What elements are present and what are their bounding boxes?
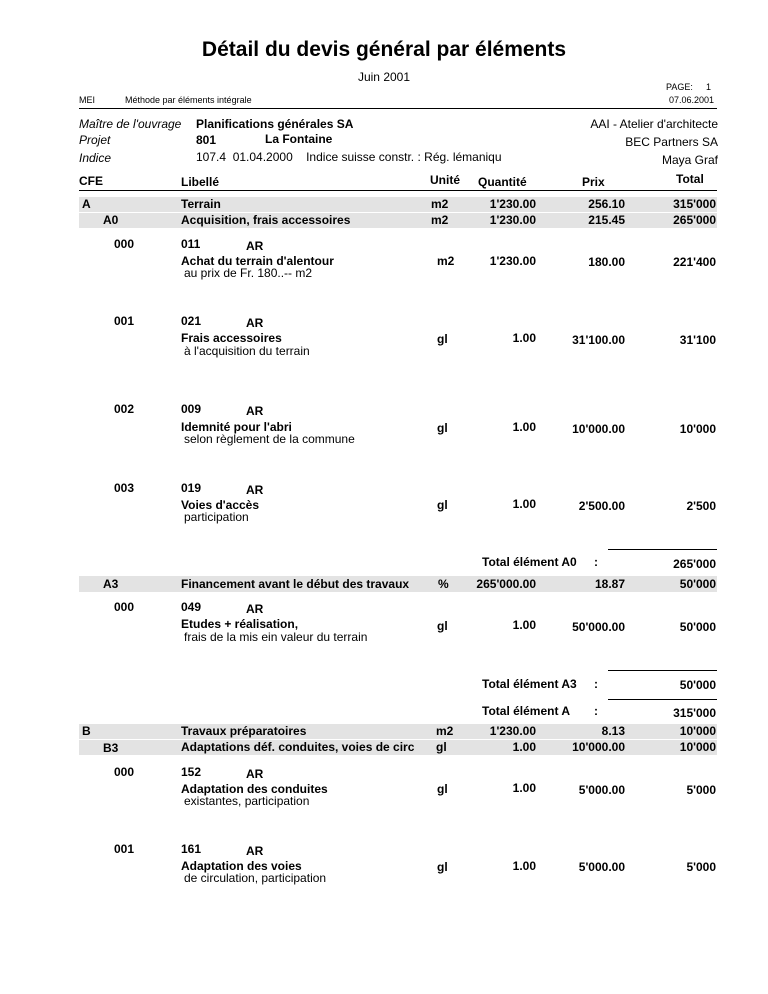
item-qty: 1.00 (512, 781, 536, 795)
total-a0-colon: : (594, 555, 598, 569)
item-desc: participation (184, 510, 249, 524)
item-title: Voies d'accès (181, 498, 260, 512)
group-a3-unit: % (438, 577, 449, 591)
item-title: Etudes + réalisation, (181, 617, 299, 631)
item-title: Adaptation des voies (181, 859, 302, 873)
item-qty: 1'230.00 (489, 254, 536, 268)
architect-name: AAI - Atelier d'architecte (590, 117, 718, 131)
mei-label: MEI (79, 95, 96, 105)
item-unit: gl (437, 619, 448, 633)
group-a0-code: A0 (103, 213, 119, 227)
method-label: Méthode par éléments intégrale (125, 95, 252, 105)
item-desc: existantes, participation (184, 794, 310, 808)
maitre-value: Planifications générales SA (196, 117, 354, 131)
item-unit: gl (437, 782, 448, 796)
group-a0-price: 215.45 (588, 213, 625, 227)
total-a3-colon: : (594, 677, 598, 691)
item-title: Achat du terrain d'alentour (181, 254, 334, 268)
item-qty: 1.00 (512, 618, 536, 632)
item-code: 152 (181, 765, 202, 779)
total-a0-rule (608, 549, 717, 550)
group-a-total: 315'000 (673, 197, 716, 211)
engineer-name: BEC Partners SA (625, 135, 718, 149)
indice-label: Indice (79, 151, 112, 165)
group-b-unit: m2 (436, 724, 454, 738)
item-total: 10'000 (679, 422, 716, 436)
group-a-price: 256.10 (588, 197, 625, 211)
group-a-qty: 1'230.00 (489, 197, 536, 211)
item-desc: à l'acquisition du terrain (184, 344, 310, 358)
item-code: 019 (181, 481, 202, 495)
item-code: 049 (181, 600, 202, 614)
group-a0-total: 265'000 (673, 213, 716, 227)
item-price: 5'000.00 (578, 860, 625, 874)
group-b-qty: 1'230.00 (489, 724, 536, 738)
report-date: Juin 2001 (357, 70, 411, 84)
item-unit: gl (437, 421, 448, 435)
total-a-label: Total élément A (482, 704, 571, 718)
total-a-value: 315'000 (673, 706, 716, 720)
group-a3-label: Financement avant le début des travaux (181, 577, 410, 591)
item-total: 5'000 (686, 860, 716, 874)
group-a3-qty: 265'000.00 (476, 577, 536, 591)
item-qty: 1.00 (512, 420, 536, 434)
group-b3-total: 10'000 (679, 740, 716, 754)
item-qty: 1.00 (512, 859, 536, 873)
item-total: 50'000 (679, 620, 716, 634)
item-code: 021 (181, 314, 202, 328)
item-cfe: 001 (114, 314, 135, 328)
item-cfe: 003 (114, 481, 135, 495)
group-b-code: B (82, 724, 91, 738)
page-label: PAGE: (666, 82, 693, 92)
group-a-code: A (82, 197, 91, 211)
item-ar: AR (246, 844, 264, 858)
item-ar: AR (246, 602, 264, 616)
item-total: 2'500 (686, 499, 716, 513)
item-total: 31'100 (679, 333, 716, 347)
group-a3-total: 50'000 (679, 577, 716, 591)
item-desc: selon règlement de la commune (184, 432, 355, 446)
item-cfe: 000 (114, 600, 135, 614)
item-ar: AR (246, 483, 264, 497)
item-ar: AR (246, 767, 264, 781)
contact-name: Maya Graf (661, 153, 718, 167)
item-ar: AR (246, 404, 264, 418)
indice-value: 107.4 01.04.2000 Indice suisse constr. : Rég. lémaniqu (196, 150, 502, 164)
item-price: 50'000.00 (572, 620, 625, 634)
item-code: 011 (181, 237, 201, 251)
item-unit: gl (437, 860, 448, 874)
group-a0-label: Acquisition, frais accessoires (181, 213, 351, 227)
total-a3-value: 50'000 (679, 678, 716, 692)
col-libelle: Libellé (181, 175, 220, 189)
group-b3-label: Adaptations déf. conduites, voies de circ (181, 740, 415, 754)
group-a-unit: m2 (431, 197, 449, 211)
item-cfe: 000 (114, 237, 135, 251)
group-b-label: Travaux préparatoires (181, 724, 307, 738)
item-cfe: 002 (114, 402, 135, 416)
page-number: 1 (706, 82, 712, 92)
group-b3-code: B3 (103, 741, 119, 755)
group-b-total: 10'000 (679, 724, 716, 738)
item-unit: gl (437, 498, 448, 512)
item-desc: de circulation, participation (184, 871, 327, 885)
item-desc: au prix de Fr. 180..-- m2 (184, 266, 313, 280)
projet-label: Projet (79, 133, 111, 147)
item-title: Frais accessoires (181, 331, 282, 345)
group-a0-unit: m2 (431, 213, 449, 227)
col-unite: Unité (430, 173, 460, 187)
document-title: Détail du devis général par éléments (201, 38, 567, 61)
projet-name: La Fontaine (265, 132, 333, 146)
item-total: 5'000 (686, 783, 716, 797)
print-date: 07.06.2001 (668, 95, 714, 105)
group-a3-code: A3 (103, 577, 119, 591)
item-ar: AR (246, 239, 264, 253)
item-unit: m2 (437, 254, 455, 268)
item-unit: gl (437, 332, 448, 346)
item-price: 5'000.00 (578, 783, 625, 797)
col-cfe: CFE (79, 174, 103, 188)
item-price: 2'500.00 (578, 499, 625, 513)
total-a0-label: Total élément A0 (482, 555, 577, 569)
item-price: 10'000.00 (572, 422, 625, 436)
item-price: 31'100.00 (572, 333, 625, 347)
item-total: 221'400 (673, 255, 716, 269)
item-cfe: 001 (114, 842, 135, 856)
maitre-label: Maître de l'ouvrage (79, 117, 182, 131)
group-a-label: Terrain (181, 197, 221, 211)
group-b3-price: 10'000.00 (572, 740, 625, 754)
total-a0-value: 265'000 (673, 557, 716, 571)
total-a3-rule (608, 670, 717, 671)
item-title: Adaptation des conduites (181, 782, 328, 796)
item-cfe: 000 (114, 765, 135, 779)
group-a0-qty: 1'230.00 (489, 213, 536, 227)
item-qty: 1.00 (512, 331, 536, 345)
total-a-colon: : (594, 704, 598, 718)
total-a-rule (608, 699, 717, 700)
header-rule (79, 108, 717, 109)
item-qty: 1.00 (512, 497, 536, 511)
group-b3-unit: gl (436, 740, 447, 754)
group-b3-qty: 1.00 (512, 740, 536, 754)
col-total: Total (676, 172, 704, 186)
item-desc: frais de la mis ein valeur du terrain (184, 630, 368, 644)
col-prix: Prix (582, 175, 605, 189)
item-title: Idemnité pour l'abri (181, 420, 292, 434)
total-a3-label: Total élément A3 (482, 677, 577, 691)
projet-code: 801 (196, 133, 217, 147)
item-price: 180.00 (588, 255, 625, 269)
group-a3-price: 18.87 (594, 577, 625, 591)
item-code: 161 (181, 842, 202, 856)
item-ar: AR (246, 316, 264, 330)
group-b-price: 8.13 (601, 724, 625, 738)
item-code: 009 (181, 402, 202, 416)
col-quantite: Quantité (478, 175, 527, 189)
columns-rule (79, 190, 717, 191)
